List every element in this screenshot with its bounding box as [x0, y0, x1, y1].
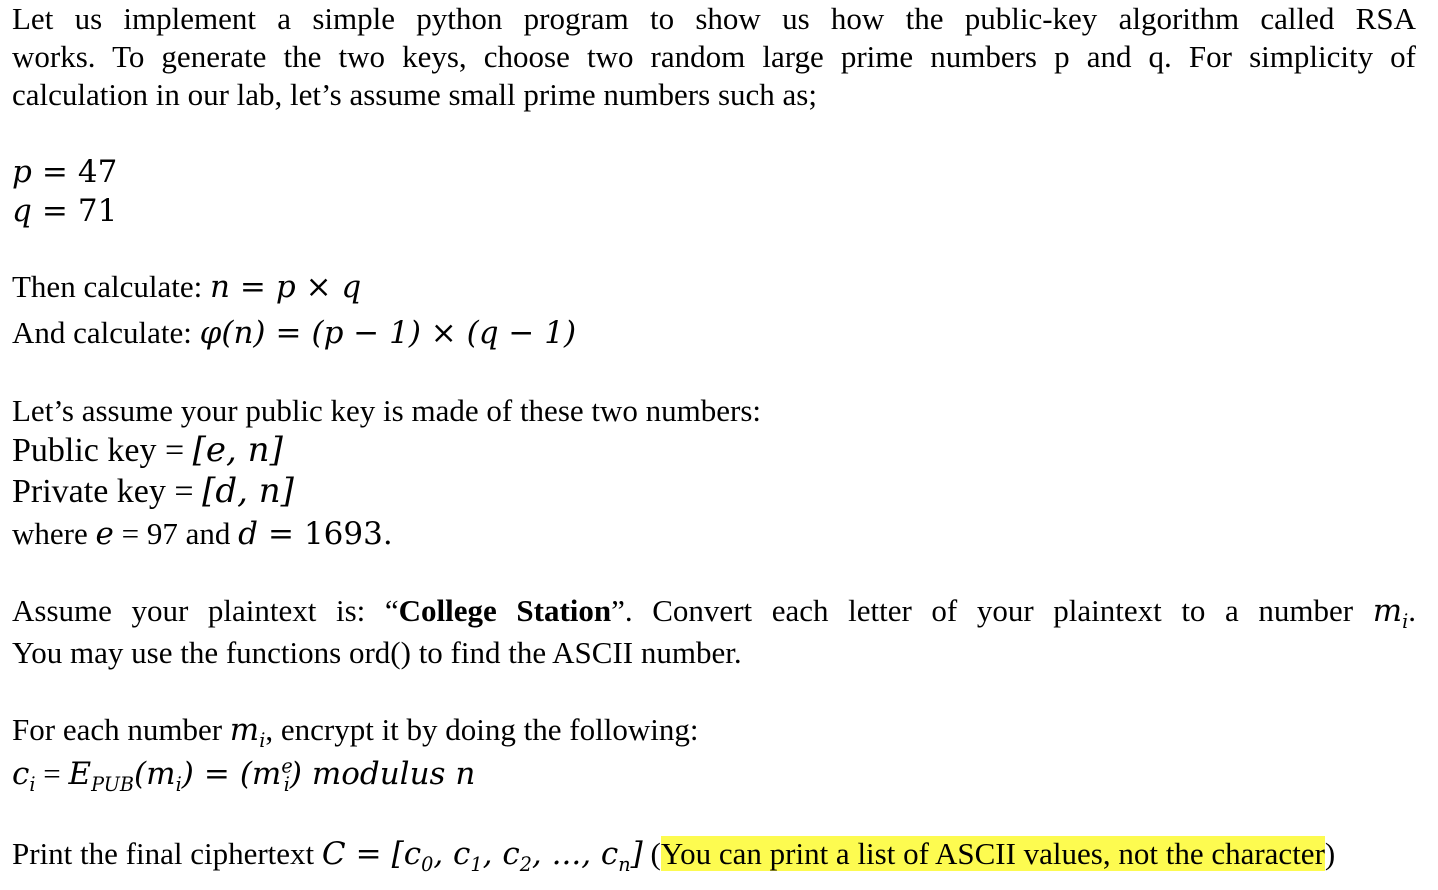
- calc-n-rhs: p × q: [275, 269, 362, 305]
- calc-phi-lhs: φ(n): [199, 315, 266, 351]
- private-key-label: Private key: [12, 473, 166, 510]
- where-word: where: [12, 516, 88, 551]
- prime-q-line: q = 71: [12, 193, 118, 229]
- calc-phi-label: And calculate:: [12, 315, 192, 350]
- m-i-symbol: $m_i$: [1372, 593, 1409, 634]
- encrypt-rhs: $(m^e_i)$ modulus n: [239, 754, 476, 797]
- public-key-value: [e, n]: [192, 430, 283, 470]
- plaintext-value: College Station: [398, 593, 612, 628]
- encrypt-intro-suffix: , encrypt it by doing the following:: [265, 712, 699, 747]
- highlighted-note: You can print a list of ASCII values, not the character: [660, 836, 1325, 871]
- encrypt-formula: $c_i = E_{PUB}(m_i) = (m^e_i)$ modulus n: [12, 754, 476, 797]
- prime-p-line: p = 47: [12, 154, 118, 190]
- public-key-label: Public key: [12, 432, 157, 469]
- key-values-line: where e = 97 and d = 1693.: [12, 516, 393, 552]
- keys-intro: Let’s assume your public key is made of these two numbers:: [12, 393, 762, 428]
- intro-line-2: works. To generate the two keys, choose two random large prime numbers p and q. For simplicity of: [12, 39, 1416, 74]
- d-value: 1693.: [303, 516, 393, 552]
- q-symbol: q: [12, 193, 32, 229]
- ciphertext-list: [$c_0$, $c_1$, $c_2$, ..., $c_n$]: [391, 836, 643, 877]
- q-value: 71: [77, 193, 118, 229]
- c-i-symbol: $c_i$: [12, 756, 36, 797]
- private-key-line: Private key = [d, n]: [12, 471, 294, 511]
- p-value: 47: [77, 154, 118, 190]
- final-c-symbol: C: [321, 836, 346, 872]
- e-value: 97: [146, 516, 178, 551]
- public-key-line: Public key = [e, n]: [12, 430, 283, 470]
- e-symbol: e: [95, 516, 114, 552]
- plaintext-line-2: You may use the functions ord() to find the ASCII number.: [12, 635, 742, 670]
- encrypt-intro-line: [12, 711, 699, 753]
- d-symbol: d: [238, 516, 258, 552]
- plaintext-line-1: Assume your plaintext is: “College Station”. Convert each letter of your plaintext to a number $m_i$.: [12, 593, 1417, 634]
- final-prefix: Print the final ciphertext: [12, 836, 315, 871]
- intro-line-1: Let us implement a simple python program to show us how the public-key algorithm called RSA: [12, 1, 1416, 36]
- and-word: and: [185, 516, 231, 551]
- private-key-value: [d, n]: [202, 471, 294, 511]
- encrypt-intro-prefix: For each number: [12, 712, 223, 747]
- calc-n-lhs: n: [209, 269, 230, 305]
- plaintext-suffix: ”. Convert each letter of your plaintext to a number: [611, 593, 1354, 628]
- e-pub-term: $E_{PUB}(m_i)$: [68, 756, 194, 797]
- calc-phi-line: And calculate: φ(n) = (p − 1) × (q − 1): [12, 315, 577, 351]
- plaintext-prefix: Assume your plaintext is: “: [12, 593, 399, 628]
- intro-line-3: calculation in our lab, let’s assume small prime numbers such as;: [12, 77, 817, 112]
- encrypt-m-i: $m_i$: [229, 712, 266, 753]
- calc-n-label: Then calculate:: [12, 269, 203, 304]
- calc-phi-rhs: (p − 1) × (q − 1): [311, 315, 577, 351]
- calc-n-line: Then calculate: n = p × q: [12, 269, 362, 305]
- final-line: Print the final ciphertext $C = [c_0$, $c_1$, $c_2$, ..., $c_n$] (You can print a list of ASCII values, not the character): [12, 836, 1336, 877]
- p-symbol: p: [12, 154, 32, 190]
